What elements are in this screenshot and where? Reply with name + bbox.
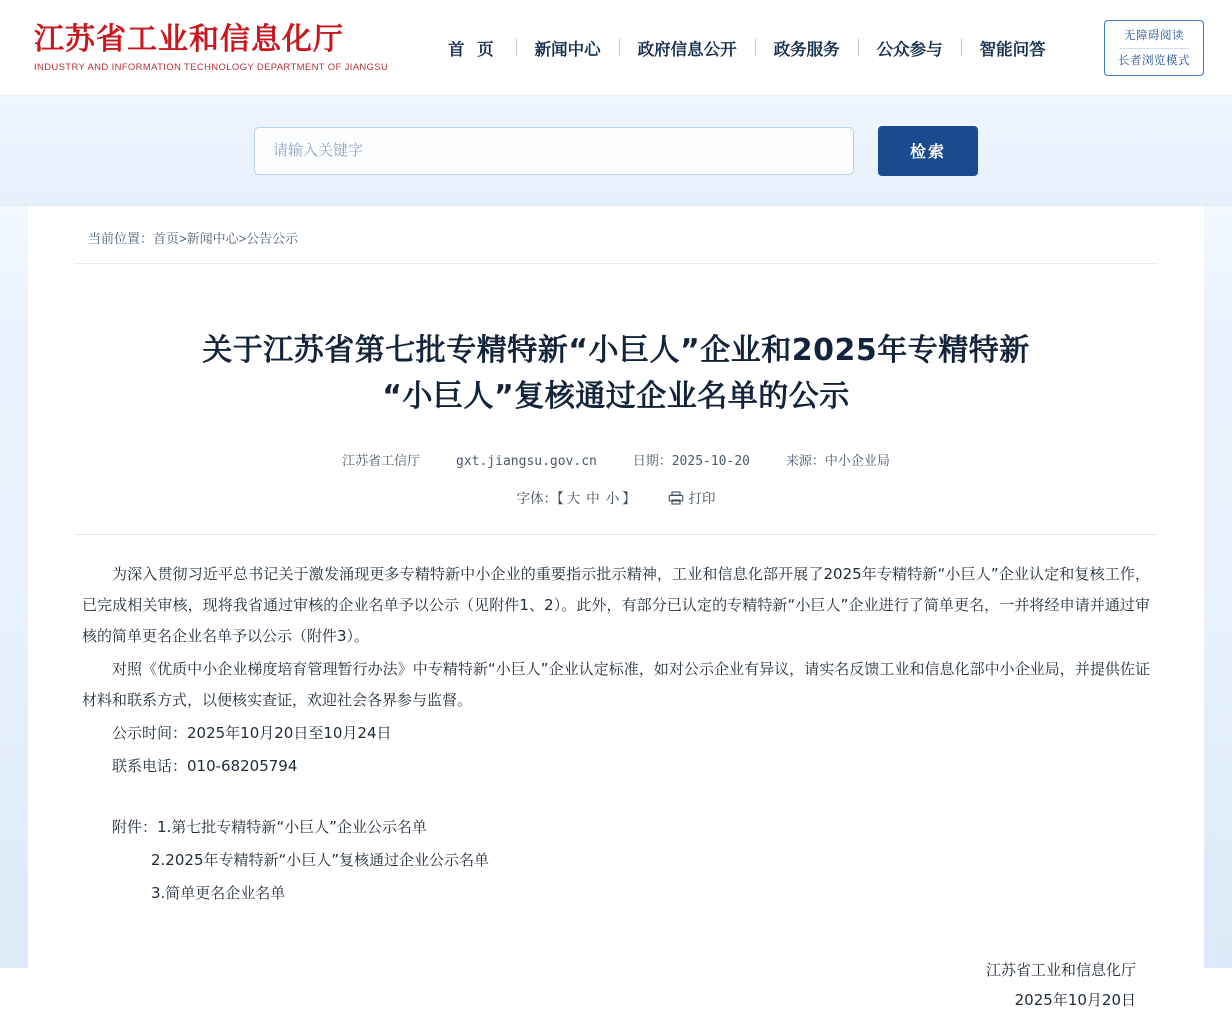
article-meta — [74, 450, 1158, 469]
meta-date: 日期：2025-10-20 — [632, 454, 750, 470]
search-input[interactable] — [254, 127, 854, 175]
article-body — [74, 535, 1158, 1015]
elder-mode-label[interactable]: 长者浏览模式 — [1118, 54, 1190, 67]
main-nav — [406, 36, 1104, 60]
nav-item-government-info[interactable]: 政府信息公开 — [637, 40, 737, 59]
nav-item-home[interactable]: 首 页 — [448, 40, 498, 59]
font-size-options — [557, 491, 636, 506]
bracket-left: 【 — [556, 491, 564, 507]
notice-time: 公示时间：2025年10月20日至10月24日 — [112, 724, 392, 743]
attachment-item-3[interactable]: 3.简单更名企业名单 — [151, 884, 286, 903]
article-paragraph-1: 为深入贯彻习近平总书记关于激发涌现更多专精特新中小企业的重要指示批示精神，工业和信息化部开展了2025年专精特新“小巨人”企业认定和复核工作，已完成相关审核，现将我省通过审核的企业名单予以公示（见附件1、2）。此外，有部分已认定的专精特新“小巨人”企业进行了简单更名，一并将经申请并通过审核的简单更名企业名单予以公示（附件3）。 — [82, 565, 1150, 646]
search-band — [0, 96, 1232, 206]
nav-item-services[interactable]: 政务服务 — [773, 40, 840, 59]
accessibility-divider — [1119, 48, 1189, 49]
article-paragraph-2: 对照《优质中小企业梯度培育管理暂行办法》中专精特新“小巨人”企业认定标准，如对公示企业有异议，请实名反馈工业和信息化部中小企业局，并提供佐证材料和联系方式，以便核实查证，欢迎社会各界参与监督。 — [82, 660, 1150, 710]
article-card — [28, 206, 1204, 1035]
print-button[interactable] — [668, 491, 716, 506]
logo-subtitle: INDUSTRY AND INFORMATION TECHNOLOGY DEPARTMENT OF JIANGSU — [34, 61, 389, 73]
accessibility-reading-label[interactable]: 无障碍阅读 — [1124, 29, 1184, 42]
contact-phone: 联系电话：010-68205794 — [112, 757, 298, 776]
logo-title: 江苏省工业和信息化厅 — [34, 21, 344, 57]
site-header — [0, 0, 1232, 96]
font-size-large[interactable]: 大 — [566, 491, 581, 507]
signature-date: 2025年10月20日 — [1014, 991, 1136, 1010]
nav-item-public-participation[interactable]: 公众参与 — [876, 40, 943, 59]
signature-block — [82, 955, 1150, 1015]
font-size-medium[interactable]: 中 — [586, 491, 600, 507]
meta-department: 江苏省工信厅 — [342, 454, 421, 470]
attachment-item-1[interactable]: 附件：1.第七批专精特新“小巨人”企业公示名单 — [112, 818, 427, 837]
attachment-list — [82, 812, 1150, 909]
signature-organization: 江苏省工业和信息化厅 — [985, 961, 1136, 980]
printer-icon — [668, 491, 684, 508]
print-label: 打印 — [688, 491, 716, 507]
page-title-line1: 关于江苏省第七批专精特新“小巨人”企业和2025年专精特新 — [202, 333, 1030, 369]
font-size-label: 字体： — [516, 491, 557, 507]
meta-origin: 来源：中小企业局 — [785, 454, 890, 470]
accessibility-box[interactable] — [1104, 20, 1204, 76]
font-size-small[interactable]: 小 — [605, 491, 620, 507]
attachment-item-2[interactable]: 2.2025年专精特新“小巨人”复核通过企业公示名单 — [151, 851, 490, 870]
page-title-line2: “小巨人”复核通过企业名单的公示 — [382, 379, 850, 415]
nav-item-smart-qa[interactable]: 智能问答 — [979, 40, 1046, 59]
breadcrumb — [74, 206, 1158, 264]
search-button[interactable]: 检索 — [878, 126, 978, 176]
breadcrumb-text[interactable]: 当前位置：首页>新闻中心>公告公示 — [88, 231, 299, 246]
font-size-row — [74, 487, 1158, 508]
page-title — [74, 284, 1158, 420]
bracket-right: 】 — [622, 491, 636, 507]
nav-item-news[interactable]: 新闻中心 — [534, 40, 601, 59]
meta-site: gxt.jiangsu.gov.cn — [456, 454, 597, 470]
site-logo[interactable] — [34, 23, 406, 73]
